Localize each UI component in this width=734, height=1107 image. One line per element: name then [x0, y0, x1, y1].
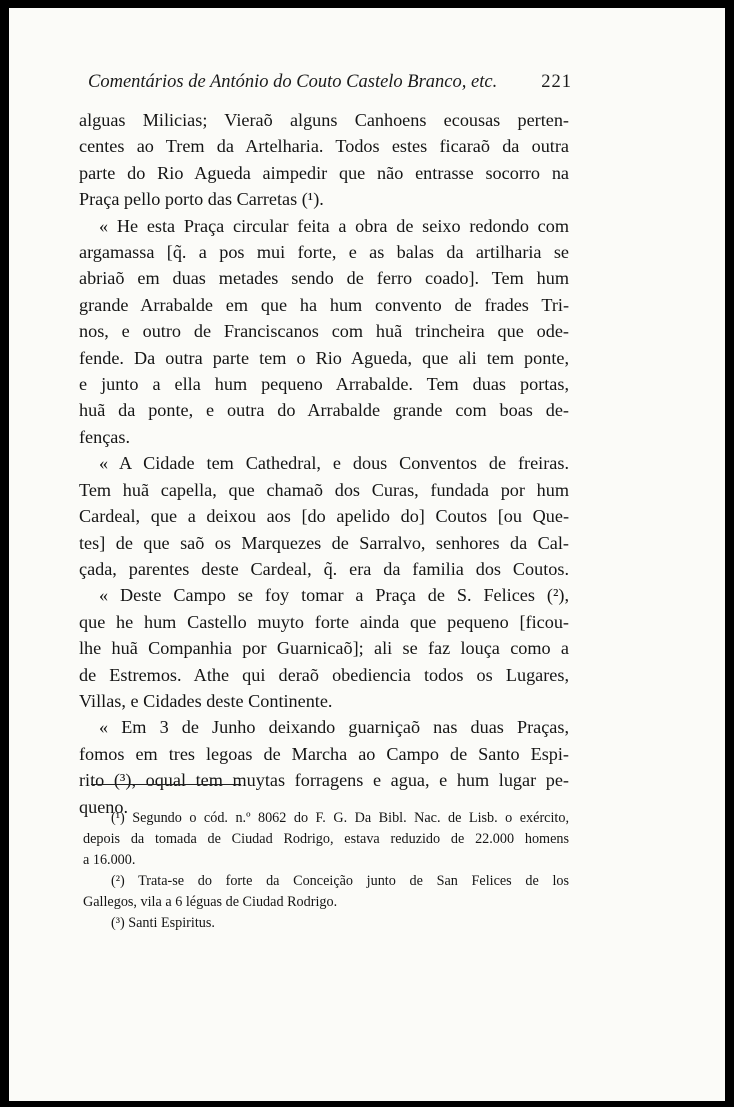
footnote-line: depois da tomada de Ciudad Rodrigo, estava reduzido de 22.000 homens [83, 831, 569, 847]
footnote-line: (²) Trata-se do forte da Conceição junto de San Felices de los [111, 873, 569, 889]
body-line: Cardeal, que a deixou aos [do apelido do] Coutos [ou Que- [79, 506, 569, 527]
footnotes [83, 808, 569, 934]
body-line: fenças. [79, 426, 130, 447]
body-line: « Deste Campo se foy tomar a Praça de S. Felices (²), [99, 585, 569, 606]
body-line: argamassa [q̃. a pos mui forte, e as balas da artilharia se [79, 242, 569, 263]
body-line: nos, e outro de Franciscanos com huã trincheira que ode- [79, 321, 569, 342]
body-line: queno. [79, 796, 128, 817]
body-line: de Estremos. Athe qui deraõ obediencia todos os Lugares, [79, 664, 569, 685]
body-line: alguas Milicias; Vieraõ alguns Canhoens ecousas perten- [79, 110, 569, 130]
footnote-line: Gallegos, vila a 6 léguas de Ciudad Rodrigo. [83, 894, 338, 910]
body-line: « He esta Praça circular feita a obra de seixo redondo com [99, 215, 569, 236]
body-line: huã da ponte, e outra do Arrabalde grande com boas de- [79, 400, 569, 421]
body-line: centes ao Trem da Artelharia. Todos estes ficaraõ da outra [79, 136, 569, 157]
body-line: rito (³), oqual tem muytas forragens e agua, e hum lugar pe- [79, 770, 569, 791]
body-line: fende. Da outra parte tem o Rio Agueda, que ali tem ponte, [79, 347, 569, 368]
body-line: Tem huã capella, que chamaõ dos Curas, fundada por hum [79, 479, 569, 500]
body-line: « Em 3 de Junho deixando guarniçaõ nas duas Praças, [99, 717, 569, 738]
page-number: 221 [541, 72, 572, 92]
body-line: tes] de que saõ os Marquezes de Sarralvo, senhores da Cal- [79, 532, 569, 553]
footnote-divider [91, 784, 241, 785]
running-title: Comentários de António do Couto Castelo Branco, etc. [88, 72, 498, 92]
running-header [88, 72, 572, 93]
body-line: que he hum Castello muyto forte ainda que pequeno [ficou- [79, 611, 569, 632]
body-line: e junto a ella hum pequeno Arrabalde. Tem duas portas, [79, 374, 569, 395]
body-line: « A Cidade tem Cathedral, e dous Conventos de freiras. [99, 453, 569, 474]
footnote-line: a 16.000. [83, 852, 136, 868]
footnote-line: (³) Santi Espiritus. [111, 915, 215, 931]
body-line: abriaõ em duas metades sendo de ferro coado]. Tem hum [79, 268, 569, 289]
body-line: parte do Rio Agueda aimpedir que não entrasse socorro na [79, 162, 569, 183]
body-line: Villas, e Cidades deste Continente. [79, 690, 333, 711]
body-line: çada, parentes deste Cardeal, q̃. era da familia dos Coutos. [79, 558, 569, 579]
body-line: fomos em tres legoas de Marcha ao Campo de Santo Espi- [79, 743, 569, 764]
body-line: lhe huã Companhia por Guarnicaõ]; ali se faz louça como a [79, 638, 569, 659]
body-line: Praça pello porto das Carretas (¹). [79, 189, 324, 210]
footnote-line: (¹) Segundo o cód. n.º 8062 do F. G. Da Bibl. Nac. de Lisb. o exército, [111, 810, 569, 826]
body-text [79, 107, 569, 820]
body-line: grande Arrabalde em que ha hum convento de frades Tri- [79, 294, 569, 315]
